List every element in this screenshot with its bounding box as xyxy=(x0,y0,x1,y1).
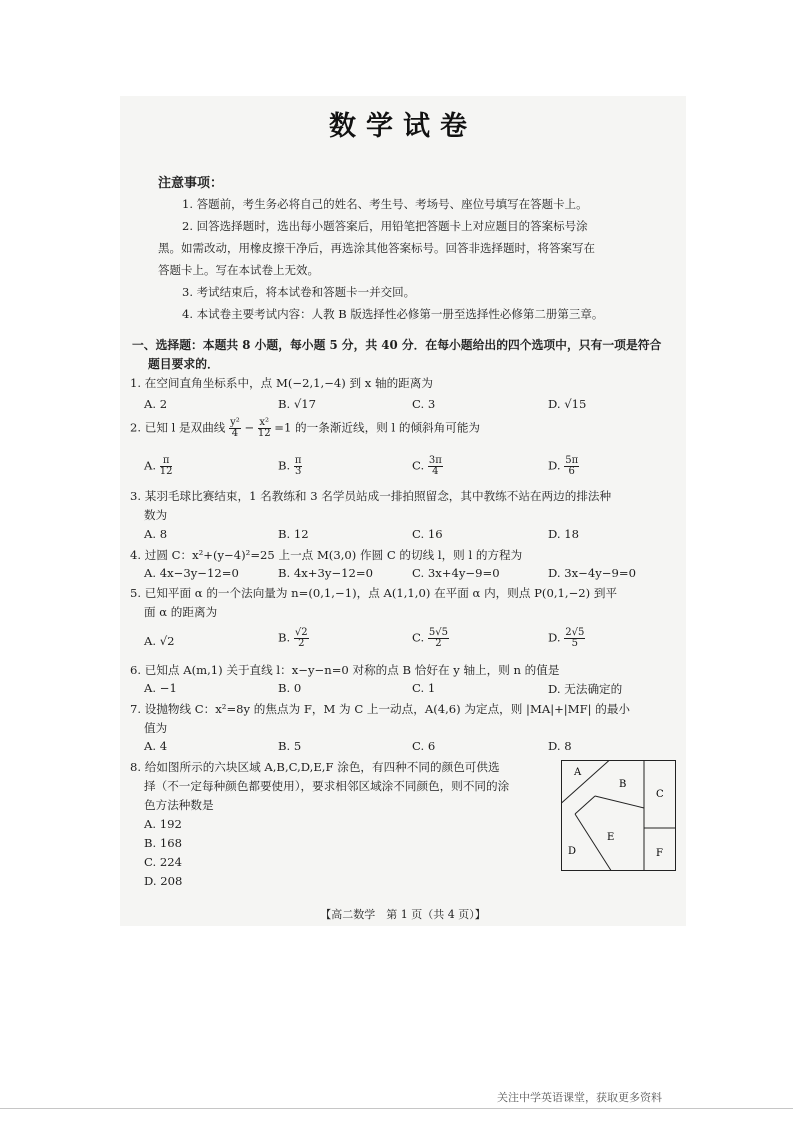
q7-stem-line-1: 7. 设抛物线 C：x²=8y 的焦点为 F，M 为 C 上一动点，A(4,6) 为定点，则 |MA|+|MF| 的最小 xyxy=(130,702,631,716)
q4-option-d: D. 3x−4y−9=0 xyxy=(548,566,636,580)
q2-b-label: B. xyxy=(278,458,291,473)
q5-b-fraction xyxy=(294,628,309,649)
region-d-label: D xyxy=(568,846,577,857)
q7-stem-line-2: 值为 xyxy=(144,721,168,735)
q2-frac2-num: x² xyxy=(259,417,270,428)
q2-c-fraction xyxy=(428,456,443,477)
q5-d-num: 2√5 xyxy=(565,627,585,638)
q8-option-b: B. 168 xyxy=(144,836,183,850)
divider-b-e xyxy=(595,796,644,808)
q8-stem-line-3: 色方法种数是 xyxy=(144,798,214,812)
q2-option-c xyxy=(412,456,443,477)
region-a-label: A xyxy=(574,767,582,778)
q5-d-den: 5 xyxy=(571,638,578,649)
divider-d-e xyxy=(575,814,611,871)
q1-option-d: D. √15 xyxy=(548,397,587,411)
q5-stem-line-1: 5. 已知平面 α 的一个法向量为 n=(0,1,−1)，点 A(1,1,0) 在平面 α 内，则点 P(0,1,−2) 到平 xyxy=(130,586,618,600)
q2-c-num: 3π xyxy=(428,455,442,466)
q2-a-fraction xyxy=(160,456,173,477)
q6-option-d: D. 无法确定的 xyxy=(548,682,623,696)
q5-option-b xyxy=(278,628,309,649)
q2-option-a xyxy=(144,456,172,477)
notice-line-4: 答题卡上。写在本试卷上无效。 xyxy=(158,263,319,277)
q2-stem xyxy=(130,418,480,439)
q8-stem-line-1: 8. 给如图所示的六块区域 A,B,C,D,E,F 涂色，有四种不同的颜色可供选 xyxy=(130,760,500,774)
q2-a-label: A. xyxy=(144,458,157,473)
q5-c-num: 5√5 xyxy=(428,627,448,638)
q5-option-a: A. √2 xyxy=(144,634,175,648)
region-b-label: B xyxy=(619,779,627,790)
q5-stem-line-2: 面 α 的距离为 xyxy=(144,605,218,619)
q8-option-c: C. 224 xyxy=(144,855,182,869)
q8-option-a: A. 192 xyxy=(144,817,182,831)
q2-frac1-num: y² xyxy=(230,417,240,428)
notice-heading: 注意事项： xyxy=(158,176,224,191)
q6-option-c: C. 1 xyxy=(412,681,436,695)
q2-frac1-den: 4 xyxy=(231,428,239,439)
q2-a-num: π xyxy=(160,456,173,467)
divider-d-b xyxy=(575,796,595,814)
notice-line-1: 1. 答题前，考生务必将自己的姓名、考生号、考场号、座位号填写在答题卡上。 xyxy=(182,197,588,211)
bottom-divider xyxy=(0,1108,793,1109)
notice-line-5: 3. 考试结束后，将本试卷和答题卡一并交回。 xyxy=(182,285,416,299)
q2-b-fraction xyxy=(294,456,303,477)
q2-fraction-1 xyxy=(229,418,241,439)
q2-a-den: 12 xyxy=(159,466,173,477)
q3-option-c: C. 16 xyxy=(412,527,443,541)
q6-option-b: B. 0 xyxy=(278,681,302,695)
q2-minus: − xyxy=(244,420,255,435)
q2-d-fraction xyxy=(564,456,579,477)
section-heading-line-2: 题目要求的． xyxy=(148,357,219,371)
q7-option-d: D. 8 xyxy=(548,739,572,753)
q5-b-den: 2 xyxy=(298,638,305,649)
q5-d-fraction xyxy=(564,628,585,649)
divider-a-b xyxy=(562,761,610,804)
q2-stem-pre: 2. 已知 l 是双曲线 xyxy=(130,420,226,435)
q1-option-b: B. √17 xyxy=(278,397,317,411)
q4-option-b: B. 4x+3y−12=0 xyxy=(278,566,374,580)
q3-option-d: D. 18 xyxy=(548,527,580,541)
q2-option-d xyxy=(548,456,579,477)
q2-d-label: D. xyxy=(548,458,561,473)
q5-option-d xyxy=(548,628,585,649)
region-c-label: C xyxy=(656,789,664,800)
q2-c-label: C. xyxy=(412,458,425,473)
exam-title: 数学试卷 xyxy=(329,111,477,142)
q6-option-a: A. −1 xyxy=(144,681,177,695)
q8-option-d: D. 208 xyxy=(144,874,183,888)
q1-option-c: C. 3 xyxy=(412,397,436,411)
q7-option-b: B. 5 xyxy=(278,739,302,753)
q2-option-b xyxy=(278,456,302,477)
region-f-label: F xyxy=(656,848,663,859)
q2-frac2-den: 12 xyxy=(257,428,271,439)
q2-b-den: 3 xyxy=(295,466,302,477)
q4-option-a: A. 4x−3y−12=0 xyxy=(144,566,239,580)
q7-option-c: C. 6 xyxy=(412,739,436,753)
q2-d-num: 5π xyxy=(565,455,579,466)
promo-note: 关注中学英语课堂，获取更多资料 xyxy=(497,1091,662,1104)
page-footer: 【高二数学 第 1 页（共 4 页）】 xyxy=(320,908,486,921)
notice-line-6: 4. 本试卷主要考试内容：人教 B 版选择性必修第一册至选择性必修第二册第三章。 xyxy=(182,307,604,321)
q5-c-den: 2 xyxy=(435,638,442,649)
q2-c-den: 4 xyxy=(432,466,439,477)
section-heading-line-1: 一、选择题：本题共 8 小题，每小题 5 分，共 40 分．在每小题给出的四个选项中，只有一项是符合 xyxy=(132,338,662,352)
q3-stem-line-1: 3. 某羽毛球比赛结束，1 名教练和 3 名学员站成一排拍照留念，其中教练不站在两边的排法种 xyxy=(130,489,612,503)
q8-region-diagram xyxy=(561,760,676,871)
q1-stem: 1. 在空间直角坐标系中，点 M(−2,1,−4) 到 x 轴的距离为 xyxy=(130,376,433,390)
notice-line-3: 黑。如需改动，用橡皮擦干净后，再选涂其他答案标号。回答非选择题时，将答案写在 xyxy=(158,241,595,255)
q3-stem-line-2: 数为 xyxy=(144,508,168,522)
q5-c-label: C. xyxy=(412,630,425,645)
q2-fraction-2 xyxy=(258,418,271,439)
notice-line-2: 2. 回答选择题时，选出每小题答案后，用铅笔把答题卡上对应题目的答案标号涂 xyxy=(182,219,588,233)
q4-option-c: C. 3x+4y−9=0 xyxy=(412,566,500,580)
q4-stem: 4. 过圆 C：x²+(y−4)²=25 上一点 M(3,0) 作圆 C 的切线 l，则 l 的方程为 xyxy=(130,548,523,562)
q2-b-num: π xyxy=(294,455,302,466)
q5-b-num: √2 xyxy=(294,627,308,638)
q3-option-a: A. 8 xyxy=(144,527,168,541)
q6-stem: 6. 已知点 A(m,1) 关于直线 l：x−y−n=0 对称的点 B 恰好在 y 轴上，则 n 的值是 xyxy=(130,663,560,677)
q2-d-den: 6 xyxy=(568,466,575,477)
q3-option-b: B. 12 xyxy=(278,527,309,541)
region-e-label: E xyxy=(607,832,615,843)
q5-c-fraction xyxy=(428,628,449,649)
q8-stem-line-2: 择（不一定每种颜色都要使用），要求相邻区域涂不同颜色，则不同的涂 xyxy=(144,779,510,793)
q5-d-label: D. xyxy=(548,630,561,645)
q1-option-a: A. 2 xyxy=(144,397,168,411)
q5-b-label: B. xyxy=(278,630,291,645)
scanned-exam-page xyxy=(120,96,686,926)
q7-option-a: A. 4 xyxy=(144,739,168,753)
q2-stem-post: =1 的一条渐近线，则 l 的倾斜角可能为 xyxy=(274,420,481,435)
q5-option-c xyxy=(412,628,449,649)
